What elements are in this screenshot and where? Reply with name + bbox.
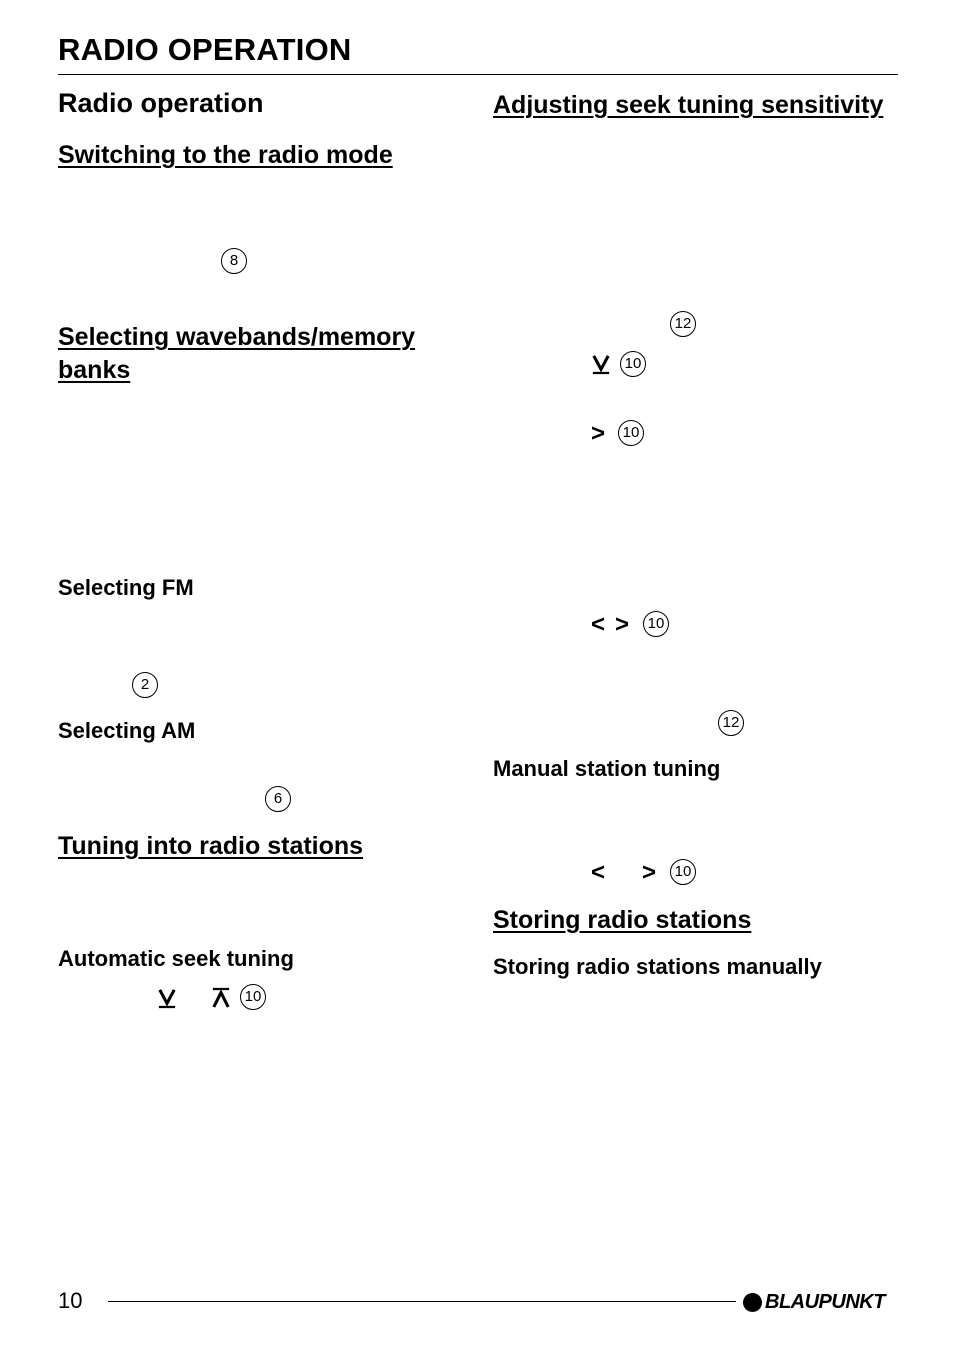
storing-manually: Storing radio stations manually bbox=[493, 954, 822, 979]
seek-down-icon bbox=[158, 986, 176, 1010]
right-chevron-icon: > bbox=[615, 611, 630, 638]
selecting-am: Selecting AM bbox=[58, 718, 196, 743]
callout-12-b: 12 bbox=[718, 710, 744, 736]
wavebands-heading-line1: Selecting wavebands/memory bbox=[58, 323, 416, 351]
callout-10-manual: 10 bbox=[670, 859, 696, 885]
wavebands-heading-line2: banks bbox=[58, 356, 131, 384]
section-title: Radio operation bbox=[58, 88, 264, 118]
page-title: RADIO OPERATION bbox=[58, 32, 352, 67]
left-chevron-icon: < bbox=[591, 611, 606, 638]
logo-dot-icon bbox=[743, 1293, 762, 1312]
callout-10-right: 10 bbox=[618, 420, 644, 446]
callout-8: 8 bbox=[221, 248, 247, 274]
callout-6: 6 bbox=[265, 786, 291, 812]
seek-up-icon bbox=[212, 986, 230, 1010]
brand-name: BLAUPUNKT bbox=[765, 1290, 885, 1313]
header-divider bbox=[58, 74, 898, 75]
adjusting-heading: Adjusting seek tuning sensitivity bbox=[493, 91, 884, 119]
footer-divider bbox=[108, 1301, 736, 1302]
storing-heading: Storing radio stations bbox=[493, 906, 752, 934]
brand-logo bbox=[743, 1291, 885, 1313]
left-chevron-icon: < bbox=[591, 859, 606, 886]
callout-12-a: 12 bbox=[670, 311, 696, 337]
selecting-fm: Selecting FM bbox=[58, 575, 194, 600]
switching-heading: Switching to the radio mode bbox=[58, 141, 393, 169]
page-number: 10 bbox=[58, 1288, 83, 1313]
callout-10-lr: 10 bbox=[643, 611, 669, 637]
seek-down-icon bbox=[592, 352, 610, 376]
callout-10-down: 10 bbox=[620, 351, 646, 377]
callout-2: 2 bbox=[132, 672, 158, 698]
callout-10-auto: 10 bbox=[240, 984, 266, 1010]
right-chevron-icon: > bbox=[591, 420, 606, 447]
right-chevron-icon: > bbox=[642, 859, 657, 886]
tuning-heading: Tuning into radio stations bbox=[58, 832, 364, 860]
manual-tuning: Manual station tuning bbox=[493, 756, 721, 781]
automatic-seek: Automatic seek tuning bbox=[58, 946, 294, 971]
